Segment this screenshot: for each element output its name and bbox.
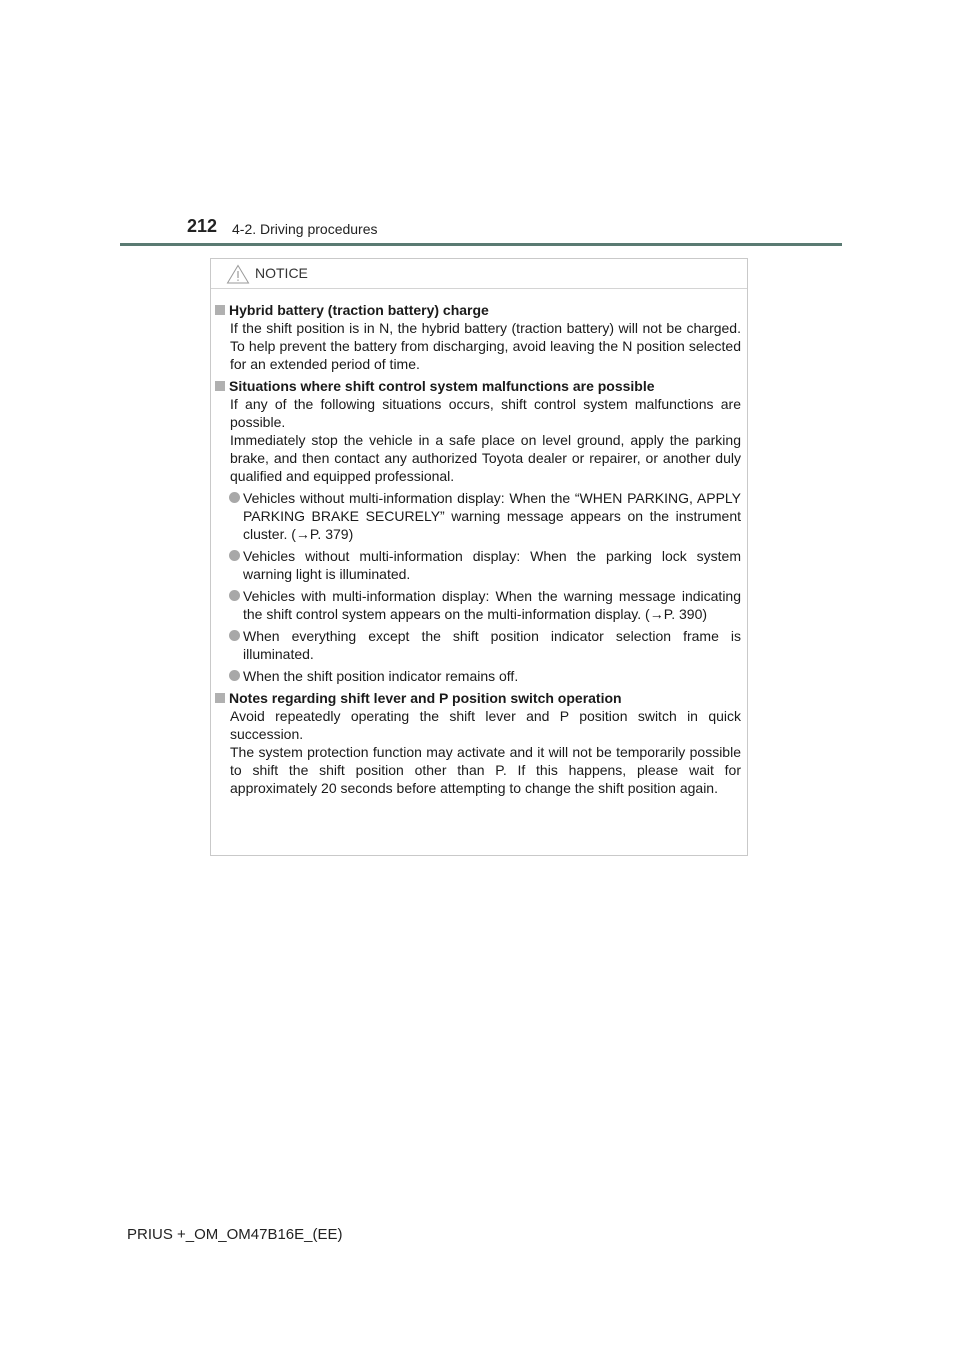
circle-bullet-icon [229,630,240,641]
notice-label: NOTICE [255,265,308,281]
circle-bullet-icon [229,550,240,561]
item-paragraph: Immediately stop the vehicle in a safe place on level ground, apply the parking brake, and then contact any authorized Toyota dealer or repairer, or another duly qualified and equipped professional. [230,432,741,484]
list-item [229,627,741,663]
item-title: Notes regarding shift lever and P position switch operation [229,690,622,706]
list-item-text: When the shift position indicator remains off. [243,668,519,684]
square-bullet-icon [215,305,225,315]
list-item-text: When everything except the shift position indicator selection frame is illuminated. [243,628,741,662]
item-paragraph: Avoid repeatedly operating the shift lever and P position switch in quick succession. [230,708,741,742]
page-number: 212 [187,216,218,236]
item-paragraph: If any of the following situations occurs, shift control system malfunctions are possible. [230,396,741,430]
list-item [229,547,741,583]
list-item [229,667,741,685]
page-header [0,0,960,250]
circle-bullet-icon [229,492,240,503]
notice-header [211,259,747,289]
list-item-text: Vehicles with multi-information display: When the warning message indicating the shift control system appears on the multi-information display. (→P. 390) [243,588,741,622]
item-paragraph: If the shift position is in N, the hybrid battery (traction battery) will not be charged. To help prevent the battery from discharging, avoid leaving the N position selected for an extended period of time. [230,320,741,372]
notice-box [210,258,748,856]
item-paragraph: The system protection function may activate and it will not be temporarily possible to shift the shift position other than P. If this happens, please wait for approximately 20 seconds before attempting to change the shift position again. [230,744,741,796]
item-title: Situations where shift control system malfunctions are possible [229,378,655,394]
circle-bullet-icon [229,590,240,601]
notice-body [211,289,747,797]
item-title: Hybrid battery (traction battery) charge [229,302,489,318]
list-item [229,587,741,623]
square-bullet-icon [215,381,225,391]
document-code: PRIUS +_OM_OM47B16E_(EE) [127,1226,343,1243]
header-divider [120,243,842,246]
section-title: 4-2. Driving procedures [232,221,378,237]
list-item-text: Vehicles without multi-information display: When the “WHEN PARKING, APPLY PARKING BRAKE SECURELY” warning message appears on the instrument cluster. (→P. 379) [243,490,741,542]
notice-item-shift-malfunctions [215,377,741,685]
notice-item-shift-lever-notes [215,689,741,797]
list-item-text: Vehicles without multi-information display: When the parking lock system warning light is illuminated. [243,548,741,582]
list-item [229,489,741,543]
notice-item-battery-charge [215,301,741,373]
square-bullet-icon [215,693,225,703]
circle-bullet-icon [229,670,240,681]
warning-triangle-icon [226,264,250,284]
